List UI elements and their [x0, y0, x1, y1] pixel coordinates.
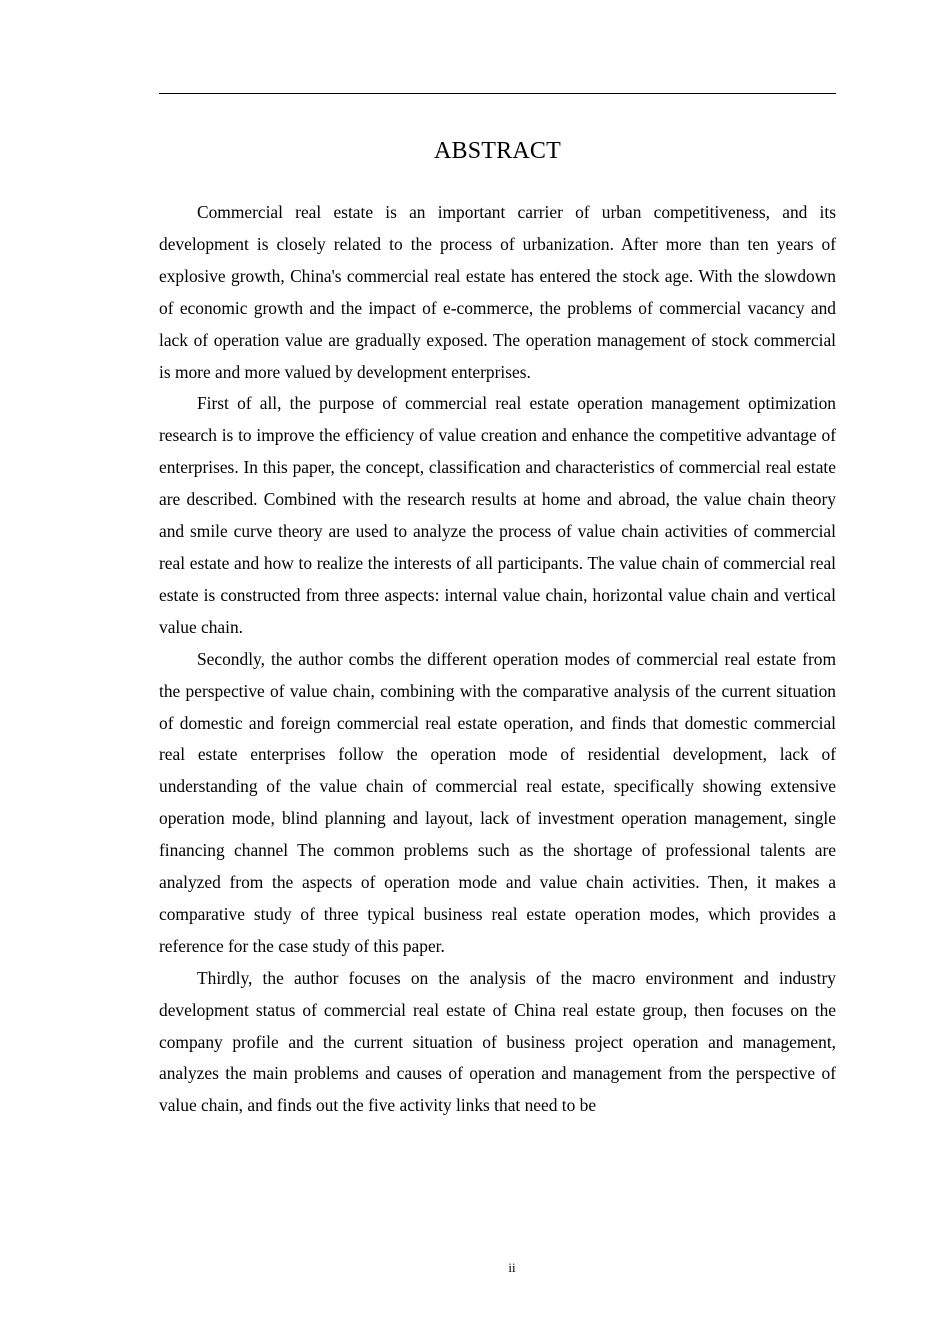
abstract-paragraph-2: First of all, the purpose of commercial real estate operation management optimization research is to improve the efficiency of value creation and enhance the competitive advantage of enterprises. In this paper, the concept, classification and characteristics of commercial real estate are described. Combined with the research results at home and abroad, the value chain theory and smile curve theory are used to analyze the process of value chain activities of commercial real estate and how to realize the interests of all participants. The value chain of commercial real estate is constructed from three aspects: internal value chain, horizontal value chain and vertical value chain. [159, 393, 836, 637]
abstract-body [159, 197, 836, 1122]
header-rule [159, 93, 836, 94]
page-number: ii [508, 1260, 516, 1275]
abstract-paragraph-1: Commercial real estate is an important carrier of urban competitiveness, and its development is closely related to the process of urbanization. After more than ten years of explosive growth, China's commercial real estate has entered the stock age. With the slowdown of economic growth and the impact of e-commerce, the problems of commercial vacancy and lack of operation value are gradually exposed. The operation management of stock commercial is more and more valued by development enterprises. [159, 202, 836, 382]
abstract-paragraph-4: Thirdly, the author focuses on the analysis of the macro environment and industry development status of commercial real estate of China real estate group, then focuses on the company profile and the current situation of business project operation and management, analyzes the main problems and causes of operation and management from the perspective of value chain, and finds out the five activity links that need to be [159, 967, 836, 1116]
page-title: ABSTRACT [434, 138, 561, 164]
abstract-paragraph-3: Secondly, the author combs the different operation modes of commercial real estate from the perspective of value chain, combining with the comparative analysis of the current situation of domestic and foreign commercial real estate operation, and finds that domestic commercial real estate enterprises follow the operation mode of residential development, lack of understanding of the value chain of commercial real estate, specifically showing extensive operation mode, blind planning and layout, lack of investment operation management, single financing channel The common problems such as the shortage of professional talents are analyzed from the aspects of operation mode and value chain activities. Then, it makes a comparative study of three typical business real estate operation modes, which provides a reference for the case study of this paper. [159, 648, 836, 956]
